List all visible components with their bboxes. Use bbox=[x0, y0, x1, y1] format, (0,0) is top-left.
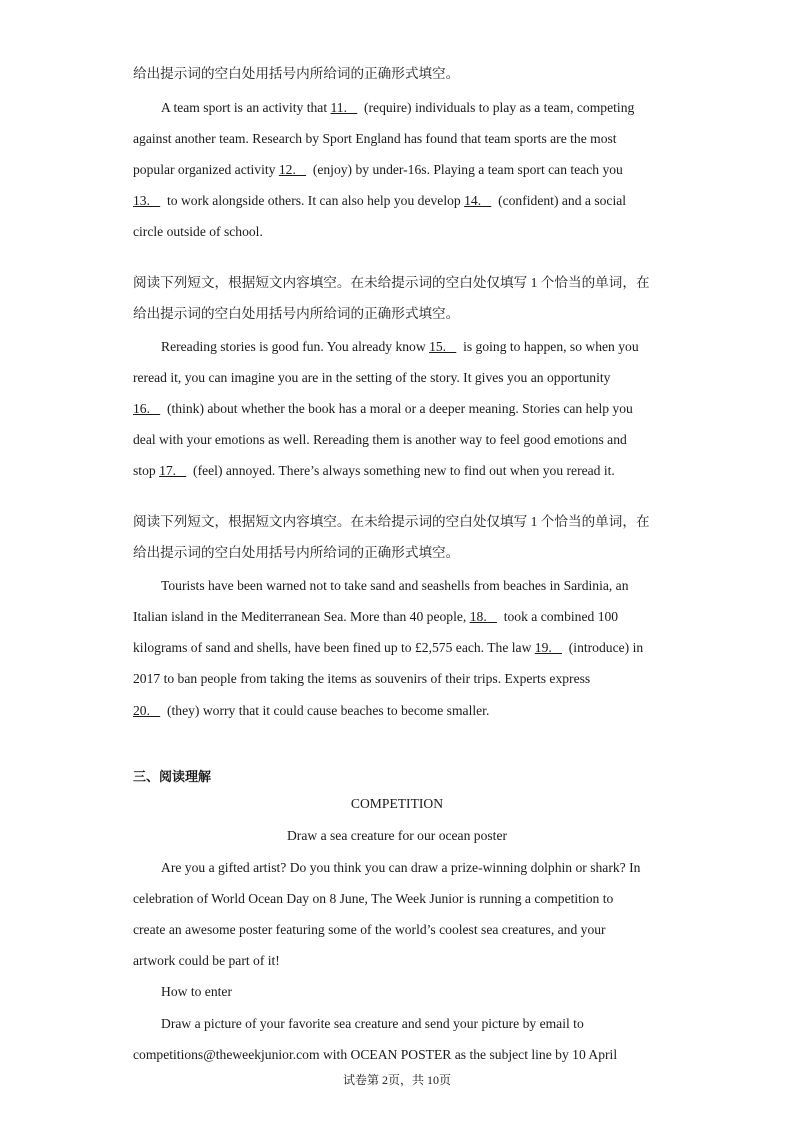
passage2-line-4 bbox=[133, 424, 627, 455]
passage2-line-5 bbox=[133, 455, 615, 486]
passage4-line-3: create an awesome poster featuring some of the world’s coolest sea creatures, and your bbox=[133, 922, 606, 937]
passage2-line-1 bbox=[161, 331, 639, 362]
passage1-line-1 bbox=[161, 92, 634, 123]
section-heading: 三、阅读理解 bbox=[133, 770, 212, 785]
passage1-line-4 bbox=[133, 185, 626, 216]
text: A team sport is an activity that bbox=[161, 100, 331, 115]
blank-15: 15. bbox=[429, 339, 457, 354]
text: to work alongside others. It can also help you develop bbox=[160, 193, 465, 208]
text: (require) individuals to play as a team, competing bbox=[357, 100, 635, 115]
passage4-line-5: Draw a picture of your favorite sea creature and send your picture by email to bbox=[161, 1016, 584, 1031]
text: (enjoy) by under-16s. Playing a team sport can teach you bbox=[306, 162, 623, 177]
blank-18: 18. bbox=[469, 609, 497, 624]
instruction-line bbox=[133, 58, 459, 89]
passage4-line-4: artwork could be part of it! bbox=[133, 953, 280, 968]
passage3-line-3 bbox=[133, 632, 643, 663]
text: kilograms of sand and shells, have been fined up to £2,575 each. The law bbox=[133, 640, 535, 655]
text: (think) about whether the book has a moral or a deeper meaning. Stories can help you bbox=[160, 401, 633, 416]
instruction-text: 阅读下列短文，根据短文内容填空。在未给提示词的空白处仅填写 1 个恰当的单词，在 bbox=[133, 514, 650, 529]
passage4-line-6: competitions@theweekjunior.com with OCEAN POSTER as the subject line by 10 April bbox=[133, 1047, 618, 1062]
blank-19: 19. bbox=[534, 640, 562, 655]
instruction-text: 给出提示词的空白处用括号内所给词的正确形式填空。 bbox=[133, 66, 460, 81]
blank-11: 11. bbox=[330, 100, 358, 115]
passage4-line-2: celebration of World Ocean Day on 8 June, The Week Junior is running a competition to bbox=[133, 891, 614, 906]
blank-14: 14. bbox=[464, 193, 492, 208]
blank-13: 13. bbox=[133, 193, 161, 208]
blank-12: 12. bbox=[278, 162, 307, 177]
blank-20: 20. bbox=[133, 703, 161, 718]
passage3-line-4 bbox=[133, 663, 590, 694]
instruction-line bbox=[133, 537, 459, 568]
passage1-line-5 bbox=[133, 216, 263, 247]
text: took a combined 100 bbox=[496, 609, 619, 624]
blank-16: 16. bbox=[133, 401, 161, 416]
page-footer: 试卷第 2页，共 10页 bbox=[342, 1073, 451, 1087]
text: Tourists have been warned not to take sand and seashells from beaches in Sardinia, an bbox=[161, 578, 629, 593]
how-to-enter-label: How to enter bbox=[161, 984, 232, 999]
instruction-text: 给出提示词的空白处用括号内所给词的正确形式填空。 bbox=[133, 545, 460, 560]
passage2-line-2 bbox=[133, 362, 610, 393]
text: reread it, you can imagine you are in the setting of the story. It gives you an opportunity bbox=[133, 370, 611, 385]
text: (introduce) in bbox=[561, 640, 644, 655]
text: is going to happen, so when you bbox=[456, 339, 639, 354]
passage3-line-2 bbox=[133, 601, 618, 632]
instruction-line bbox=[133, 298, 459, 329]
text: stop bbox=[133, 463, 160, 478]
text: 2017 to ban people from taking the items as souvenirs of their trips. Experts express bbox=[133, 671, 591, 686]
text: Italian island in the Mediterranean Sea. More than 40 people, bbox=[133, 609, 470, 624]
text: against another team. Research by Sport England has found that team sports are the most bbox=[133, 131, 617, 146]
text: (confident) and a social bbox=[491, 193, 627, 208]
passage1-line-3 bbox=[133, 154, 623, 185]
passage-title: COMPETITION bbox=[350, 796, 444, 811]
instruction-line bbox=[133, 506, 650, 537]
text: deal with your emotions as well. Rereading them is another way to feel good emotions and bbox=[133, 432, 627, 447]
instruction-line bbox=[133, 267, 650, 298]
passage3-line-5 bbox=[133, 695, 489, 726]
instruction-text: 阅读下列短文，根据短文内容填空。在未给提示词的空白处仅填写 1 个恰当的单词，在 bbox=[133, 275, 650, 290]
passage2-line-3 bbox=[133, 393, 633, 424]
passage1-line-2 bbox=[133, 123, 617, 154]
text: circle outside of school. bbox=[133, 224, 263, 239]
passage-subtitle: Draw a sea creature for our ocean poster bbox=[286, 828, 508, 843]
text: popular organized activity bbox=[133, 162, 279, 177]
passage4-line-1: Are you a gifted artist? Do you think you can draw a prize-winning dolphin or shark? In bbox=[161, 860, 641, 875]
blank-17: 17. bbox=[159, 463, 187, 478]
text: Rereading stories is good fun. You already know bbox=[161, 339, 430, 354]
text: (they) worry that it could cause beaches to become smaller. bbox=[160, 703, 490, 718]
instruction-text: 给出提示词的空白处用括号内所给词的正确形式填空。 bbox=[133, 306, 460, 321]
text: (feel) annoyed. There’s always something new to find out when you reread it. bbox=[186, 463, 615, 478]
passage3-line-1 bbox=[161, 570, 629, 601]
